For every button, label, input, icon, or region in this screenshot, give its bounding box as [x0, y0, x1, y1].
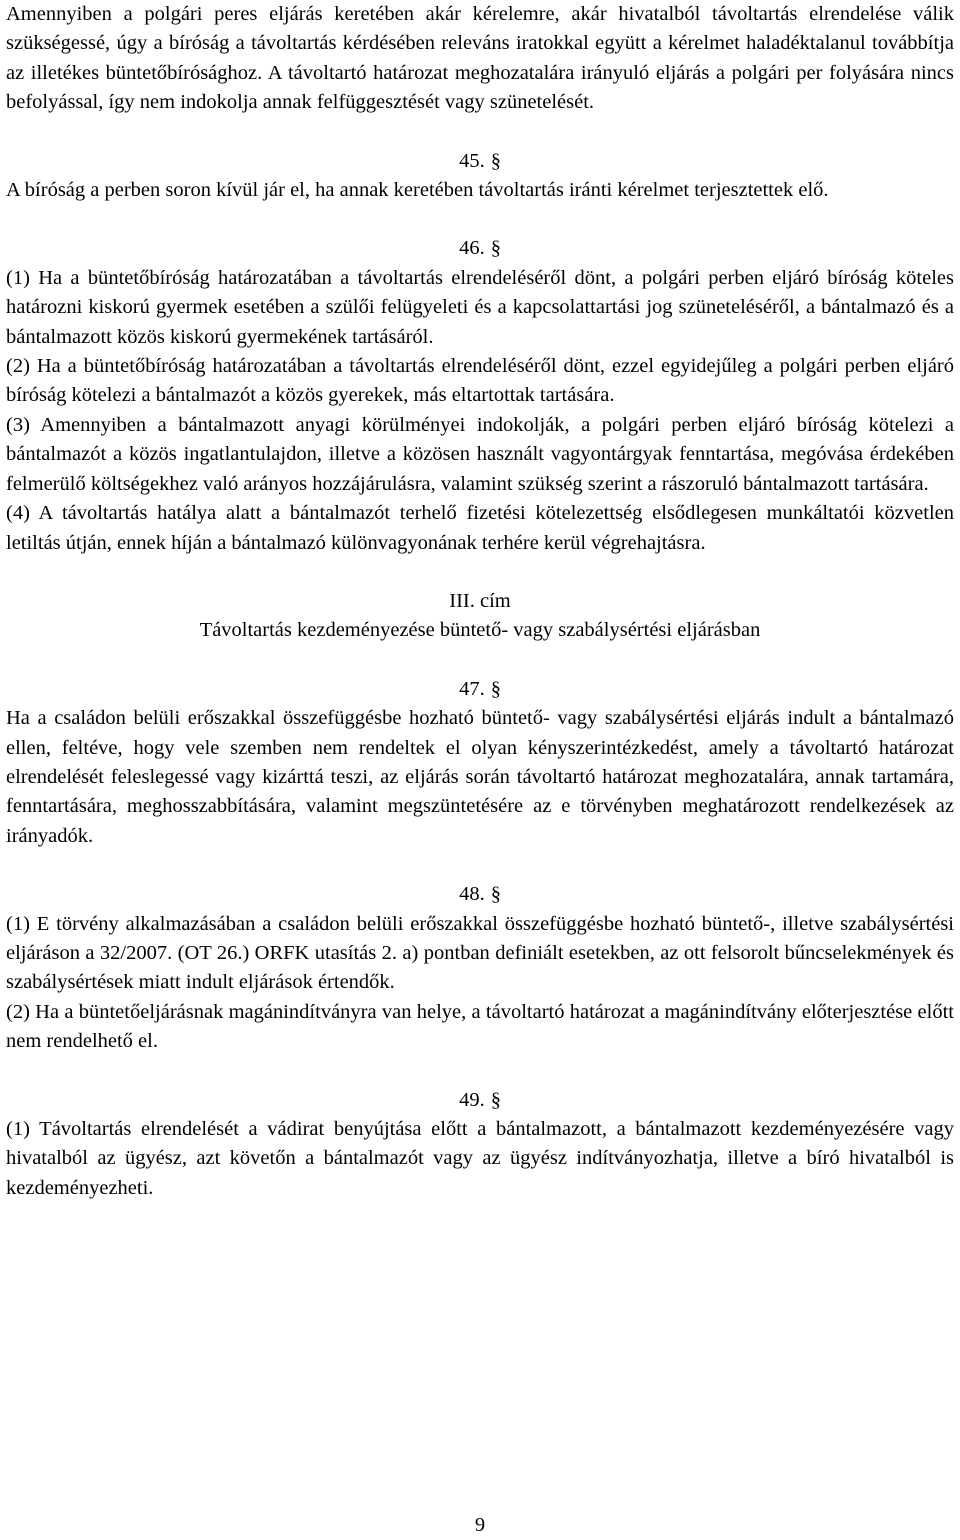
section-paragraph: Ha a családon belüli erőszakkal összefüggésbe hozható büntető- vagy szabálysértési eljárás indult a bántalmazó ellen, feltéve, hogy vele szemben nem rendeltek el olyan kényszerintézkedést, amely a távoltartó határozat elrendelését feleslegessé vagy kizárttá teszi, az eljárás során távoltartó határozat meghozatalára, annak tartamára, fenntartására, meghosszabbítására, valamint megszüntetésére az e törvényben meghatározott rendelkezések az irányadók.	[6, 707, 954, 847]
section-45	[6, 147, 954, 206]
section-47	[6, 675, 954, 851]
section-paragraph: (3) Amennyiben a bántalmazott anyagi körülményei indokolják, a polgári perben eljáró bíróság kötelezi a bántalmazót a közös ingatlantulajdon, illetve a közösen használt vagyontárgyak fenntartása, megóvása érdekében felmerülő költségekhez való arányos hozzájárulásra, valamint szükség szerint a rászoruló bántalmazott tartására.	[6, 413, 954, 495]
page-number: 9	[474, 1514, 486, 1536]
section-paragraph: A bíróság a perben soron kívül jár el, ha annak keretében távoltartás iránti kérelmet terjesztettek elő.	[6, 179, 829, 202]
section-48	[6, 880, 954, 1056]
section-paragraph: (1) E törvény alkalmazásában a családon belüli erőszakkal összefüggésbe hozható büntető-, illetve szabálysértési eljáráson a 32/2007. (OT 26.) ORFK utasítás 2. a) pontban definiált esetekben, az ott felsorolt bűncselekmények és szabálysértések miatt indult eljárások értendők.	[6, 912, 954, 994]
section-heading	[6, 675, 954, 704]
section-sign-icon: §	[490, 1088, 501, 1111]
section-heading	[6, 234, 954, 263]
section-49	[6, 1086, 954, 1204]
section-sign-icon: §	[490, 149, 501, 172]
chapter-heading	[6, 587, 954, 646]
section-number: 46.	[459, 237, 485, 260]
document-body	[6, 0, 954, 1203]
section-heading	[6, 1086, 954, 1115]
section-sign-icon: §	[490, 237, 501, 260]
section-sign-icon: §	[490, 883, 501, 906]
section-paragraph: (1) Távoltartás elrendelését a vádirat benyújtása előtt a bántalmazott, a bántalmazott kezdeményezésére vagy hivatalból az ügyész, azt követőn a bántalmazót vagy az ügyész indítványozhatja, illetve a bíró hivatalból is kezdeményezheti.	[6, 1118, 954, 1199]
section-46	[6, 234, 954, 557]
section-paragraph: (2) Ha a büntetőeljárásnak magánindítványra van helye, a távoltartó határozat a magánindítvány előterjesztése előtt nem rendelhető el.	[6, 1000, 954, 1053]
section-paragraph: (2) Ha a büntetőbíróság határozatában a távoltartás elrendeléséről dönt, ezzel egyidejűleg a polgári perben eljáró bíróság kötelezi a bántalmazót a közös gyerekek, más eltartottak tartására.	[6, 355, 954, 407]
section-number: 49.	[459, 1088, 485, 1111]
section-number: 48.	[459, 883, 485, 906]
section-heading	[6, 880, 954, 909]
intro-paragraph: Amennyiben a polgári peres eljárás keretében akár kérelemre, akár hivatalból távoltartás elrendelése válik szükségessé, úgy a bíróság a távoltartás kérdésében releváns iratokkal együtt a kérelmet haladéktalanul továbbítja az illetékes büntetőbírósághoz. A távoltartó határozat meghozatalára irányuló eljárás a polgári per folyására nincs befolyással, így nem indokolja annak felfüggesztését vagy szünetelését.	[6, 3, 954, 114]
section-paragraph: (4) A távoltartás hatálya alatt a bántalmazót terhelő fizetési kötelezettség elsődlegesen munkáltatói közvetlen letiltás útján, ennek híján a bántalmazó különvagyonának terhére kerül végrehajtásra.	[6, 502, 954, 554]
section-number: 45.	[459, 149, 485, 172]
section-heading	[6, 147, 954, 176]
section-paragraph: (1) Ha a büntetőbíróság határozatában a távoltartás elrendeléséről dönt, a polgári perben eljáró bíróság köteles határozni kiskorú gyermek esetében a szülői felügyeleti és a kapcsolattartási jog szüneteléséről, a bántalmazó és a bántalmazott közös kiskorú gyermekének tartásáról.	[6, 266, 954, 348]
chapter-title: Távoltartás kezdeményezése büntető- vagy szabálysértési eljárásban	[199, 619, 761, 642]
section-number: 47.	[459, 677, 485, 700]
section-sign-icon: §	[490, 677, 501, 700]
chapter-number: III. cím	[449, 589, 511, 612]
